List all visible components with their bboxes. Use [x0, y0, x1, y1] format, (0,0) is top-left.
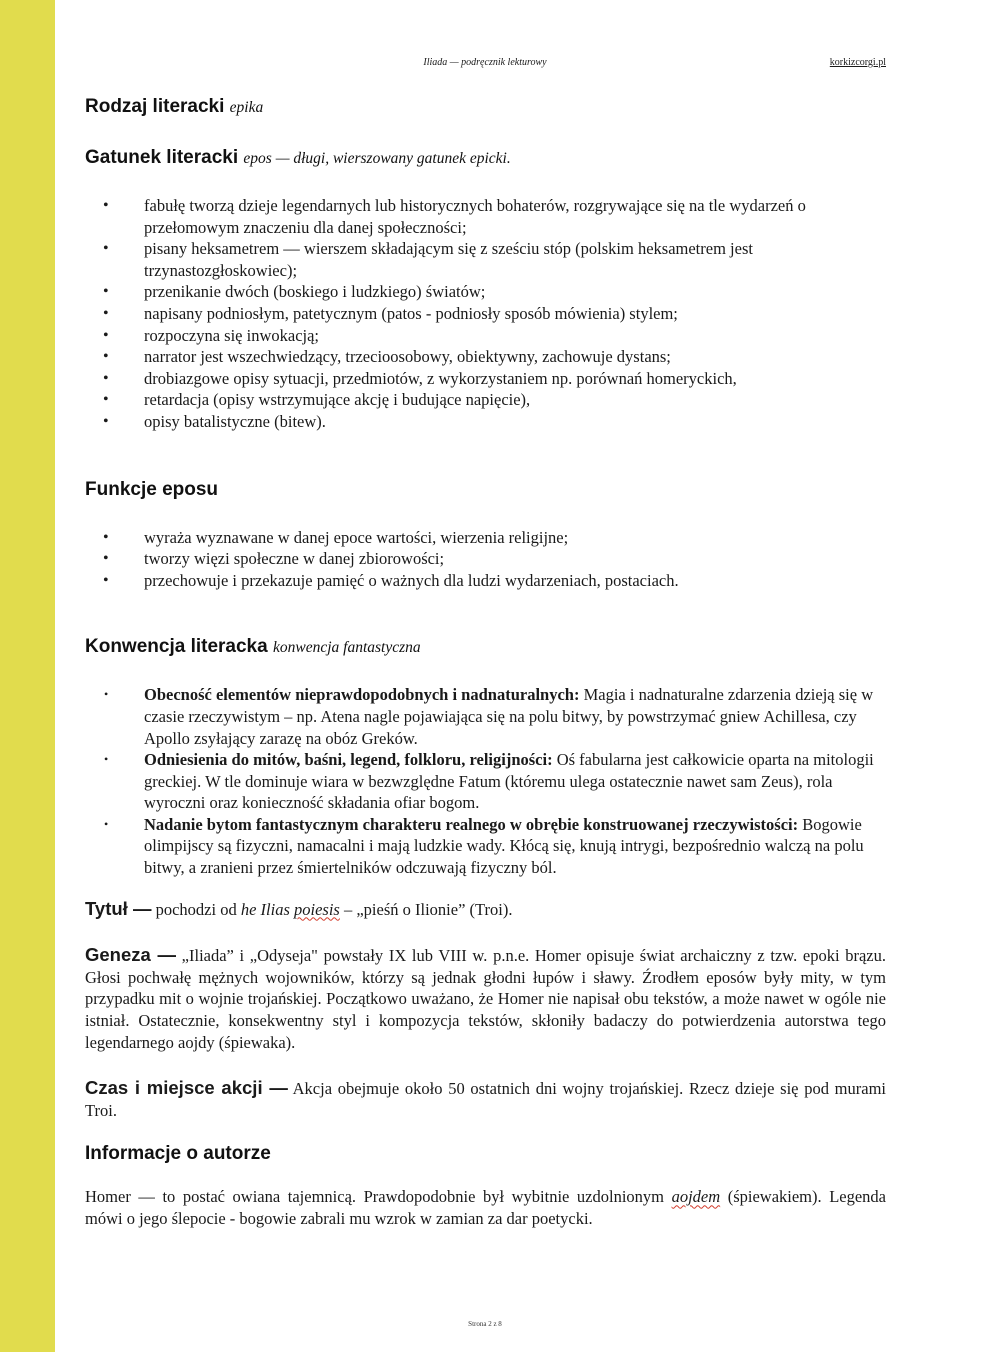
- bullet-icon: •: [103, 326, 109, 344]
- list-item: • napisany podniosłym, patetycznym (patos - podniosły sposób mówienia) stylem;: [103, 303, 678, 323]
- list-item: • Obecność elementów nieprawdopodobnych i nadnaturalnych: Magia i nadnaturalne zdarzenia dzieją się w czasie rzeczywistym – np. Atena nagle pojawiająca się na polu bitwy, by powstrzymać gniew Achillesa, czy Apollo zsyłający zarazę na obóz Greków.: [104, 685, 874, 748]
- list-item: • Odniesienia do mitów, baśni, legend, folkloru, religijności: Oś fabularna jest całkowicie oparta na mitologii greckiej. W tle dominuje wiara w bezwzględne Fatum (któremu ulega ostatecznie nawet sam Zeus), rola wyroczni oraz konieczność składania ofiar bogom.: [104, 750, 874, 813]
- bullet-icon: •: [104, 752, 109, 767]
- bullet-icon: •: [103, 283, 109, 301]
- autor-paragraph: Homer — to postać owiana tajemnicą. Prawdopodobnie był wybitnie uzdolnionym aojdem (śpiewakiem). Legenda mówi o jego ślepocie - bogowie zabrali mu wzrok w zamian za dar poetycki.: [85, 1187, 886, 1228]
- geneza-paragraph: Geneza — „Iliada” i „Odyseja" powstały IX lub VIII w. p.n.e. Homer opisuje świat archaiczny z tzw. epoki brązu. Głosi pochwałę mężnych wojowników, którzy są jednak głodni łupów i sławy. Źrodłem eposów były mity, w tym przypadku mit o wojnie trojańskiej. Początkowo uważano, że Homer nie napisał obu tekstów, a może nawet w ogóle nie istniał. Ostatecznie, konsekwentny styl i kompozycja tekstów, skłoniły badaczy do potwierdzenia autorstwa tego legendarnego aojdy (śpiewaka).: [85, 944, 886, 1052]
- list-item: • narrator jest wszechwiedzący, trzecioosobowy, obiektywny, zachowuje dystans;: [103, 347, 671, 367]
- bullet-icon: •: [103, 369, 109, 387]
- list-item: • opisy batalistyczne (bitew).: [103, 411, 326, 431]
- czas-paragraph: Czas i miejsce akcji — Akcja obejmuje około 50 ostatnich dni wojny trojańskiej. Rzecz dzieje się pod murami Troi.: [85, 1077, 886, 1120]
- section-konwencja: [85, 634, 886, 661]
- gatunek-list: [85, 195, 886, 433]
- document-content: [85, 94, 886, 1230]
- czas-label: Czas i miejsce akcji —: [85, 1077, 288, 1099]
- page-header: [55, 57, 982, 73]
- list-item: • fabułę tworzą dzieje legendarnych lub historycznych bohaterów, rozgrywające się na tle wydarzeń o przełomowym znaczeniu dla danej społeczności;: [103, 196, 806, 237]
- konwencja-value: konwencja fantastyczna: [272, 639, 421, 657]
- list-item: • przechowuje i przekazuje pamięć o ważnych dla ludzi wydarzeniach, postaciach.: [103, 570, 679, 590]
- list-item: • retardacja (opisy wstrzymujące akcję i budujące napięcie),: [103, 390, 531, 410]
- tytul-label: Tytuł —: [85, 897, 152, 919]
- header-title: Iliada — podręcznik lekturowy: [423, 57, 547, 68]
- rodzaj-value: epika: [229, 99, 264, 116]
- bullet-icon: •: [103, 528, 109, 546]
- section-funkcje: Funkcje eposu: [85, 478, 219, 500]
- page-number: Strona 2 z 8: [468, 1320, 502, 1328]
- bullet-icon: •: [103, 348, 109, 366]
- bullet-icon: •: [104, 816, 109, 831]
- spellcheck-word: poiesis: [294, 899, 340, 919]
- funkcje-list: [85, 527, 886, 592]
- spellcheck-word: aojdem: [671, 1187, 721, 1207]
- bullet-icon: •: [103, 550, 109, 568]
- konwencja-label: Konwencja literacka: [85, 636, 268, 658]
- bullet-icon: •: [103, 391, 109, 409]
- list-item: • rozpoczyna się inwokacją;: [103, 325, 320, 345]
- bullet-icon: •: [103, 571, 109, 589]
- list-item: • przenikanie dwóch (boskiego i ludzkiego) światów;: [103, 282, 486, 302]
- bullet-icon: •: [103, 240, 109, 258]
- list-item: • tworzy więzi społeczne w danej zbiorowości;: [103, 549, 445, 569]
- gatunek-label: Gatunek literacki: [85, 147, 239, 168]
- list-item: • pisany heksametrem — wierszem składającym się z sześciu stóp (polskim heksametrem jest trzynastozgłoskowiec);: [103, 239, 753, 280]
- list-item: • drobiazgowe opisy sytuacji, przedmiotów, z wykorzystaniem np. porównań homeryckich,: [103, 368, 737, 388]
- section-gatunek: [85, 145, 886, 172]
- bullet-icon: •: [103, 412, 109, 430]
- geneza-label: Geneza —: [85, 944, 176, 966]
- rodzaj-label: Rodzaj literacki: [85, 96, 225, 117]
- bullet-icon: •: [103, 304, 109, 322]
- tytul-paragraph: Tytuł — pochodzi od he Ilias poiesis – „pieśń o Ilionie” (Troi).: [85, 897, 513, 919]
- yellow-sidebar: [0, 0, 55, 1352]
- document-page: [55, 0, 982, 1352]
- bullet-icon: •: [103, 197, 109, 214]
- gatunek-value: epos — długi, wierszowany gatunek epicki.: [243, 150, 511, 167]
- list-item: • Nadanie bytom fantastycznym charakteru realnego w obrębie konstruowanej rzeczywistości: Bogowie olimpijscy są fizyczni, namacalni i mają ludzkie wady. Kłócą się, knują intrygi, bezpośrednio walczą na polu bitwy, a zranieni przez śmiertelników odczuwają fizyczny ból.: [104, 814, 864, 878]
- section-rodzaj: [85, 94, 886, 121]
- section-autor: Informacje o autorze: [85, 1143, 271, 1165]
- header-site-link[interactable]: korkizcorgi.pl: [829, 57, 886, 68]
- list-item: • wyraża wyznawane w danej epoce wartości, wierzenia religijne;: [103, 527, 569, 547]
- bullet-icon: •: [104, 687, 109, 702]
- konwencja-list: [85, 684, 886, 878]
